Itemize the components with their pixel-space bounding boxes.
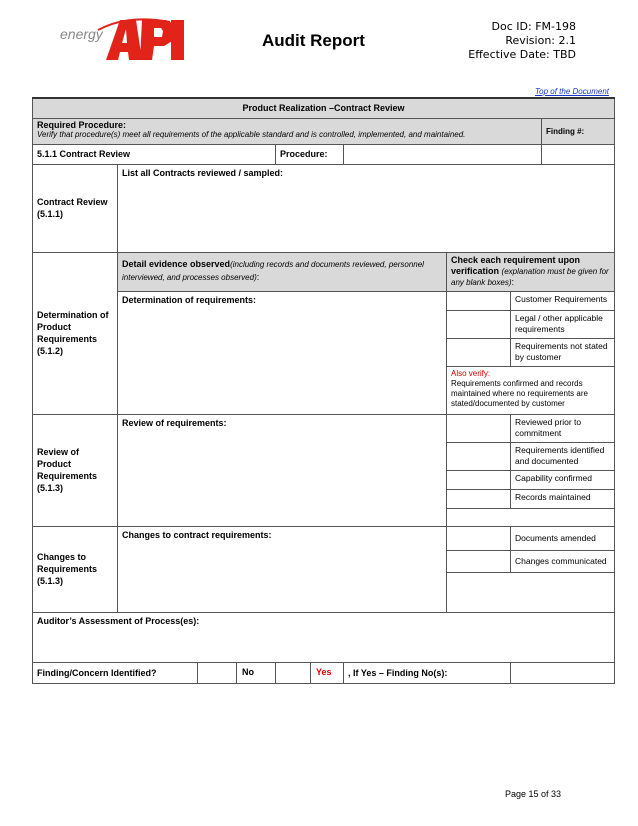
review-blank <box>447 508 615 526</box>
check-not-stated: Requirements not stated by customer <box>511 338 615 366</box>
changes-evidence-field[interactable] <box>118 526 447 612</box>
finding-identified-label: Finding/Concern Identified? <box>33 662 198 683</box>
auditor-assessment-field[interactable] <box>33 612 615 662</box>
finding-yes-checkbox[interactable] <box>276 662 344 683</box>
evidence-header-italic: (including records and documents reviewed, personnel interviewed, and processes observed) <box>122 259 424 282</box>
check-capability: Capability confirmed <box>511 470 615 489</box>
effective-date: Effective Date: TBD <box>468 48 576 61</box>
changes-prompt: Changes to contract requirements: <box>122 529 272 540</box>
checkbox-legal-requirements[interactable] <box>447 310 511 338</box>
review-prompt: Review of requirements: <box>122 417 227 428</box>
also-verify-text: Requirements confirmed and records maintained where no requirements are stated/documented by customer <box>451 378 588 408</box>
auditor-assessment-label: Auditor’s Assessment of Process(es): <box>37 615 200 626</box>
clause-label: 5.1.1 Contract Review <box>33 144 276 164</box>
check-identified-documented: Requirements identified and documented <box>511 442 615 470</box>
evidence-header <box>118 252 447 291</box>
revision: Revision: 2.1 <box>505 34 576 47</box>
checkbox-records[interactable] <box>447 489 511 508</box>
check-header-italic: (explanation must be given for any blank boxes) <box>451 266 609 287</box>
also-verify-note <box>447 366 615 414</box>
determination-prompt: Determination of requirements: <box>122 294 257 305</box>
contracts-reviewed-field[interactable] <box>118 164 615 252</box>
contract-review-label: Contract Review (5.1.1) <box>33 164 118 252</box>
finding-numbers-field[interactable] <box>511 662 615 683</box>
procedure-field[interactable] <box>344 144 542 164</box>
check-header <box>447 252 615 291</box>
contracts-reviewed-prompt: List all Contracts reviewed / sampled: <box>122 167 284 178</box>
doc-info <box>468 20 576 62</box>
finding-yes-label: Yes <box>316 666 332 677</box>
checkbox-not-stated[interactable] <box>447 338 511 366</box>
finding-number-label: Finding #: <box>542 118 615 144</box>
determination-evidence-field[interactable] <box>118 291 447 414</box>
finding-no-checkbox[interactable] <box>198 662 276 683</box>
checkbox-reviewed-prior[interactable] <box>447 414 511 442</box>
check-header-tail: : <box>511 276 514 287</box>
checkbox-customer-requirements[interactable] <box>447 291 511 310</box>
review-label: Review of Product Requirements (5.1.3) <box>33 414 118 526</box>
determination-label: Determination of Product Requirements (5.1.2) <box>33 252 118 414</box>
also-verify-label: Also verify: <box>451 368 491 378</box>
check-header-bold: Check each requirement upon verification <box>451 254 581 276</box>
check-changes-communicated: Changes communicated <box>511 550 615 572</box>
page-title: Audit Report <box>262 31 365 50</box>
evidence-header-bold: Detail evidence observed <box>122 258 231 269</box>
section-title: Product Realization –Contract Review <box>33 98 615 118</box>
required-procedure <box>33 118 542 144</box>
check-documents-amended: Documents amended <box>511 526 615 550</box>
evidence-header-tail: : <box>256 271 260 282</box>
checkbox-documents-amended[interactable] <box>447 526 511 550</box>
finding-numbers-label: , If Yes – Finding No(s): <box>344 662 511 683</box>
changes-blank <box>447 572 615 612</box>
check-reviewed-prior: Reviewed prior to commitment <box>511 414 615 442</box>
contract-review-form <box>32 97 615 684</box>
logo-wordmark: energy <box>60 26 103 42</box>
review-evidence-field[interactable] <box>118 414 447 526</box>
top-of-document-link[interactable]: Top of the Document <box>535 87 609 96</box>
check-legal-requirements: Legal / other applicable requirements <box>511 310 615 338</box>
finding-no-label: No <box>242 666 254 677</box>
changes-label: Changes to Requirements (5.1.3) <box>33 526 118 612</box>
required-procedure-text: Verify that procedure(s) meet all requirements of the applicable standard and is controlled, implemented, and maintained. <box>37 129 466 139</box>
procedure-label: Procedure: <box>276 144 344 164</box>
checkbox-capability[interactable] <box>447 470 511 489</box>
checkbox-identified-documented[interactable] <box>447 442 511 470</box>
finding-number-field[interactable] <box>542 144 615 164</box>
check-customer-requirements: Customer Requirements <box>511 291 615 310</box>
required-procedure-label: Required Procedure: <box>37 119 127 130</box>
check-records: Records maintained <box>511 489 615 508</box>
checkbox-changes-communicated[interactable] <box>447 550 511 572</box>
doc-id: Doc ID: FM-198 <box>491 20 576 33</box>
page-number: Page 15 of 33 <box>505 789 562 799</box>
